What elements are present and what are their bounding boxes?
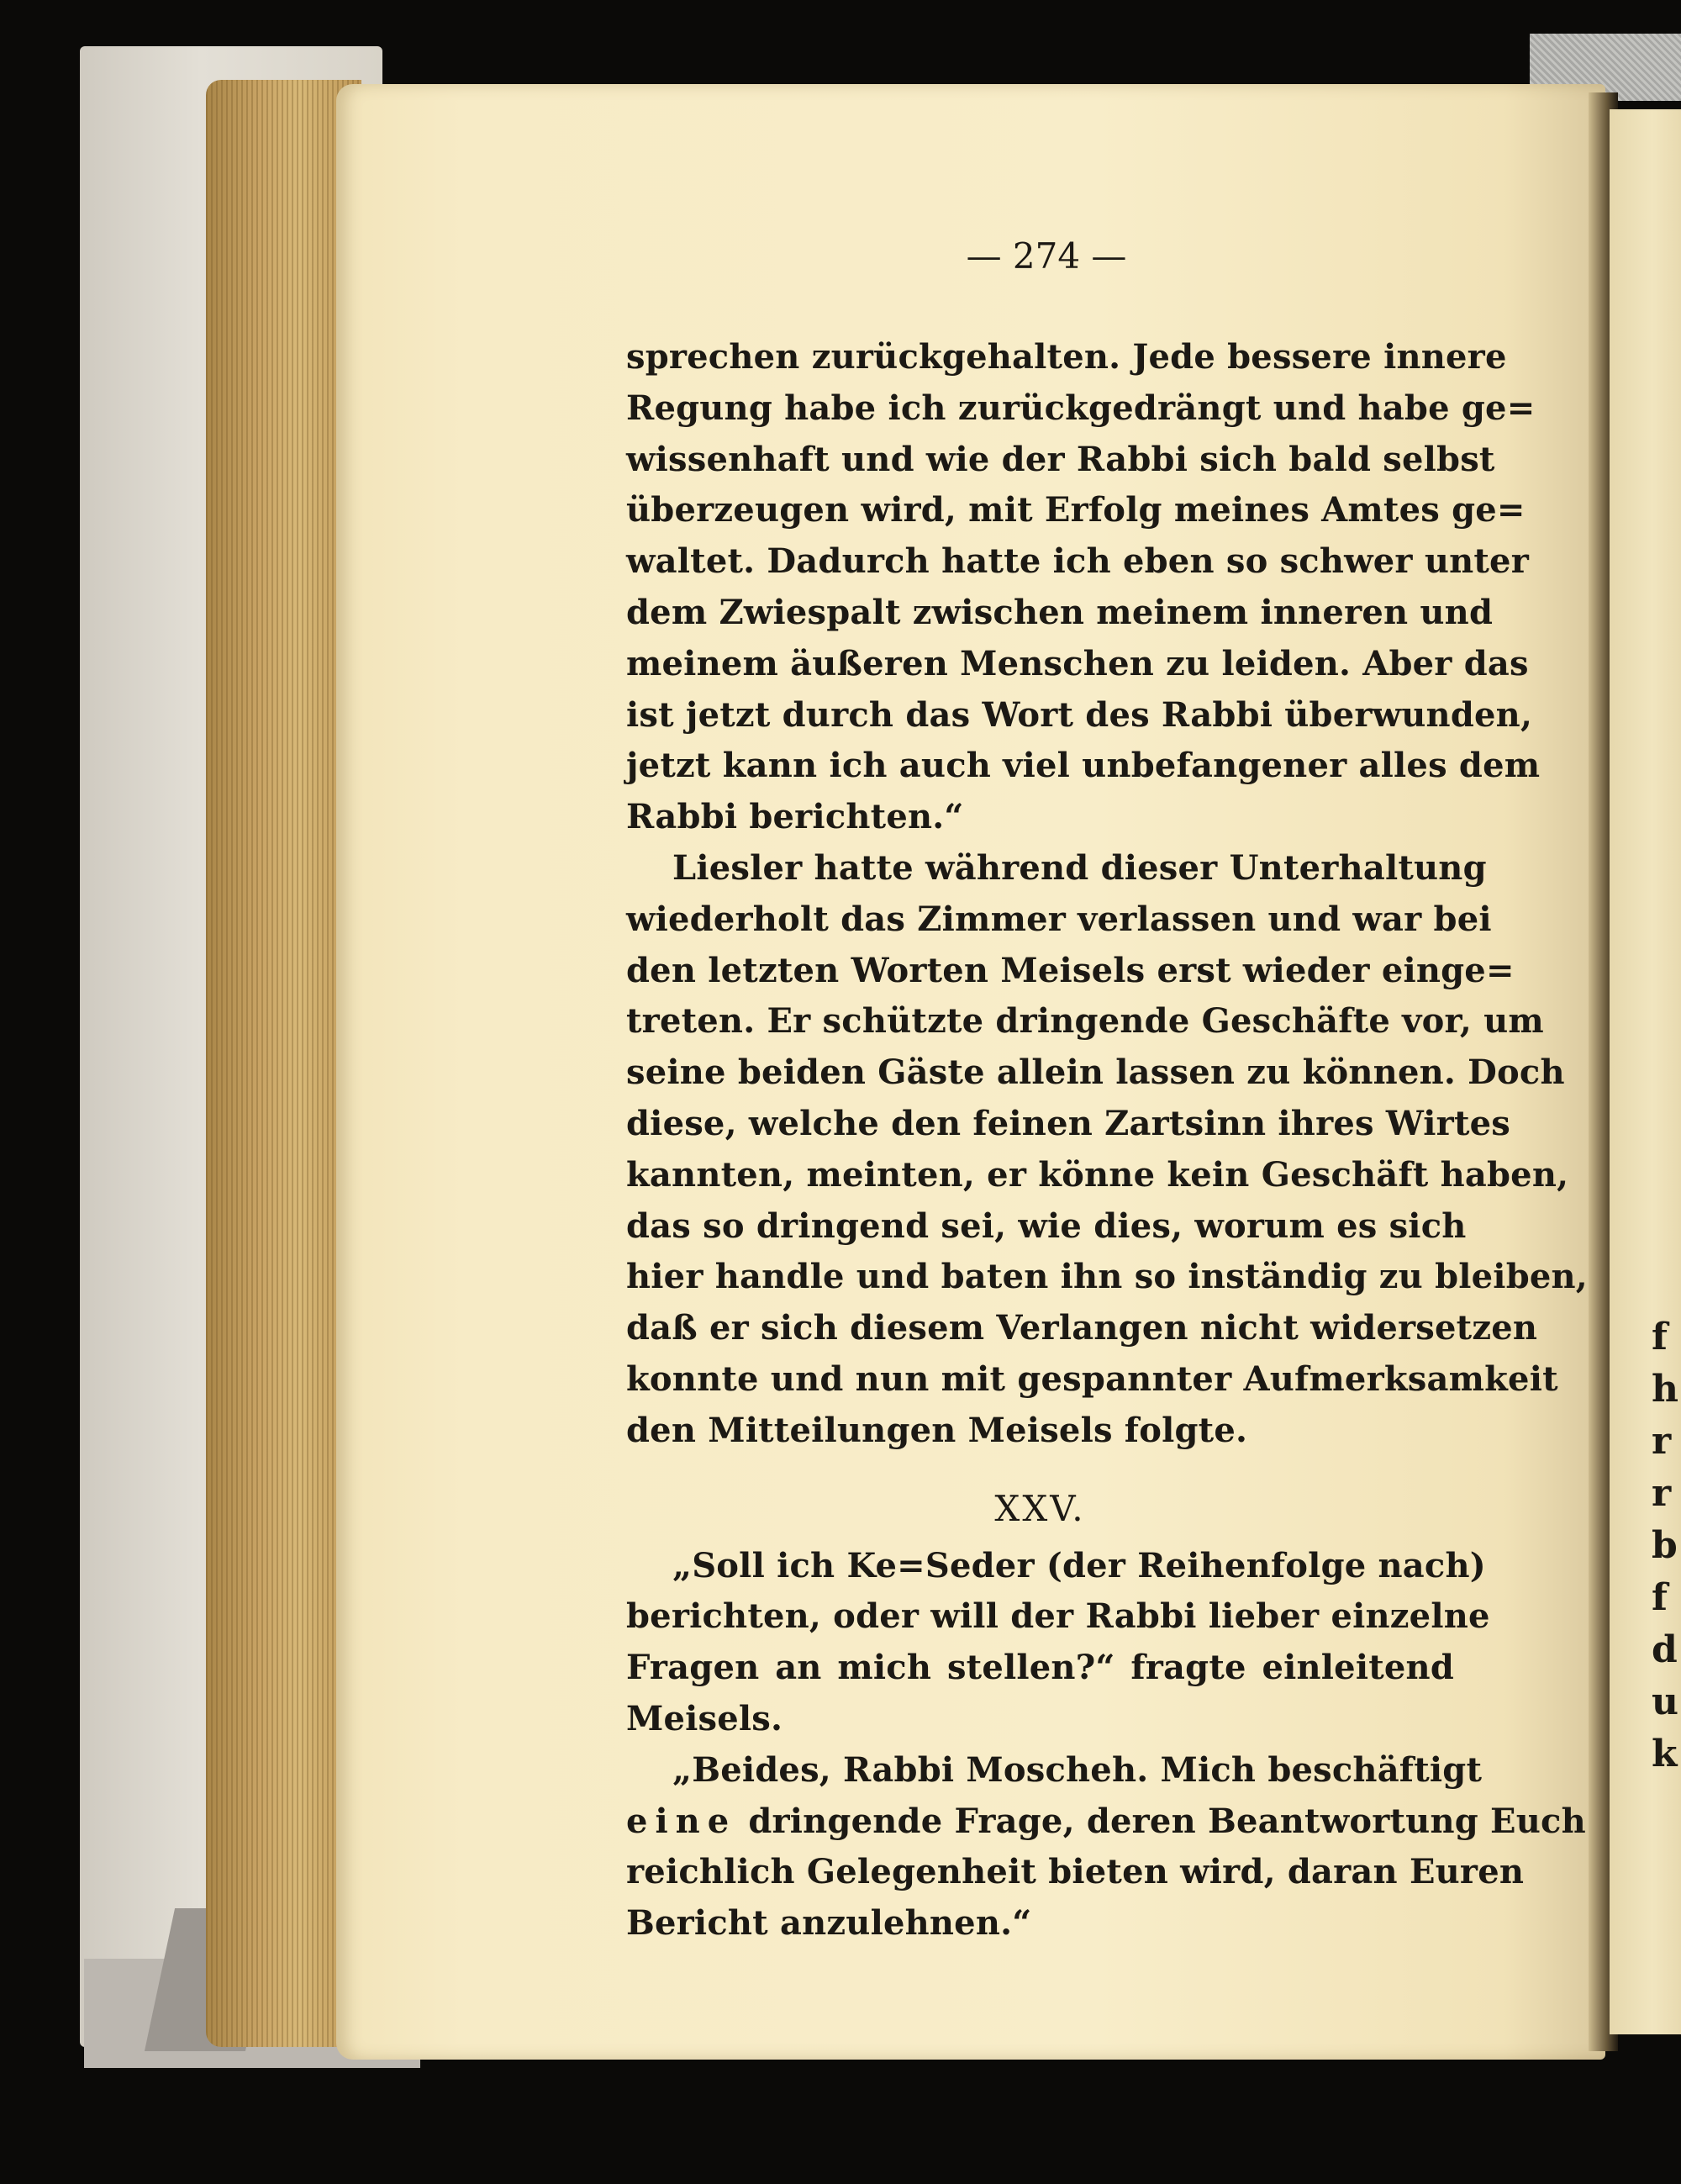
text-line: diese, welche den feinen Zartsinn ihres Wirtes	[626, 1103, 1510, 1143]
facing-page-letter: h	[1652, 1368, 1678, 1411]
text-line: reichlich Gelegenheit bieten wird, daran Euren	[626, 1852, 1525, 1892]
facing-page-letter: r	[1652, 1472, 1672, 1515]
text-line: „Soll ich Ke=Seder (der Reihenfolge nach)	[672, 1545, 1486, 1585]
text-line: Rabbi berichten.“	[626, 797, 964, 837]
facing-page-letter: b	[1652, 1524, 1678, 1567]
text-line: dem Zwiespalt zwischen meinem inneren und	[626, 592, 1494, 632]
page-number: — 274 —	[966, 235, 1127, 277]
facing-page-letter: u	[1652, 1680, 1678, 1723]
text-line: jetzt kann ich auch viel unbefangener alles dem	[626, 746, 1541, 786]
emphasized-word: eine	[626, 1801, 737, 1841]
facing-page-letter: f	[1652, 1576, 1668, 1619]
text-line: hier handle und baten ihn so inständig zu bleiben,	[626, 1257, 1588, 1297]
text-line	[626, 1796, 1586, 1848]
text-line: kannten, meinten, er könne kein Geschäft haben,	[626, 1154, 1569, 1195]
text-line: Liesler hatte während dieser Unterhaltung	[672, 847, 1487, 888]
text-line: wissenhaft und wie der Rabbi sich bald selbst	[626, 439, 1495, 479]
facing-page-text	[1652, 1311, 1681, 1780]
text-line: waltet. Dadurch hatte ich eben so schwer unter	[626, 541, 1529, 582]
text-line: das so dringend sei, wie dies, worum es sich	[626, 1205, 1467, 1246]
text-line: daß er sich diesem Verlangen nicht widersetzen	[626, 1308, 1538, 1348]
text-line: seine beiden Gäste allein lassen zu können. Doch	[626, 1052, 1565, 1093]
text-line: meinem äußeren Menschen zu leiden. Aber das	[626, 643, 1529, 683]
text-line: „Beides, Rabbi Moscheh. Mich beschäftigt	[672, 1749, 1483, 1790]
text-line: konnte und nun mit gespannter Aufmerksamkeit	[626, 1358, 1558, 1399]
text-line: sprechen zurückgehalten. Jede bessere innere	[626, 337, 1507, 377]
text-line: Fragen an mich stellen?“ fragte einleitend	[626, 1648, 1454, 1688]
facing-page-letter: f	[1652, 1316, 1668, 1358]
paragraph-4	[626, 1745, 1586, 1949]
facing-page-letter: r	[1652, 1420, 1672, 1463]
text-line-rest: dringende Frage, deren Beantwortung Euch	[736, 1801, 1586, 1841]
chapter-heading: XXV.	[994, 1487, 1086, 1529]
text-line: Meisels.	[626, 1698, 783, 1738]
paragraph-1	[626, 332, 1541, 843]
paragraph-3	[626, 1541, 1490, 1745]
text-line: wiederholt das Zimmer verlassen und war bei	[626, 899, 1492, 939]
text-line: überzeugen wird, mit Erfolg meines Amtes ge=	[626, 490, 1526, 530]
text-line: Bericht anzulehnen.“	[626, 1903, 1032, 1944]
text-line: ist jetzt durch das Wort des Rabbi überwunden,	[626, 694, 1533, 735]
facing-page-letter: k	[1652, 1733, 1678, 1775]
text-line: Regung habe ich zurückgedrängt und habe ge=	[626, 388, 1536, 428]
text-line: den Mitteilungen Meisels folgte.	[626, 1410, 1248, 1450]
text-line: berichten, oder will der Rabbi lieber einzelne	[626, 1596, 1490, 1637]
paragraph-2	[626, 843, 1588, 1457]
text-line: treten. Er schützte dringende Geschäfte vor, um	[626, 1001, 1544, 1042]
text-line: den letzten Worten Meisels erst wieder einge=	[626, 950, 1515, 990]
facing-page-letter: d	[1652, 1628, 1678, 1671]
text-block	[626, 332, 1588, 1949]
